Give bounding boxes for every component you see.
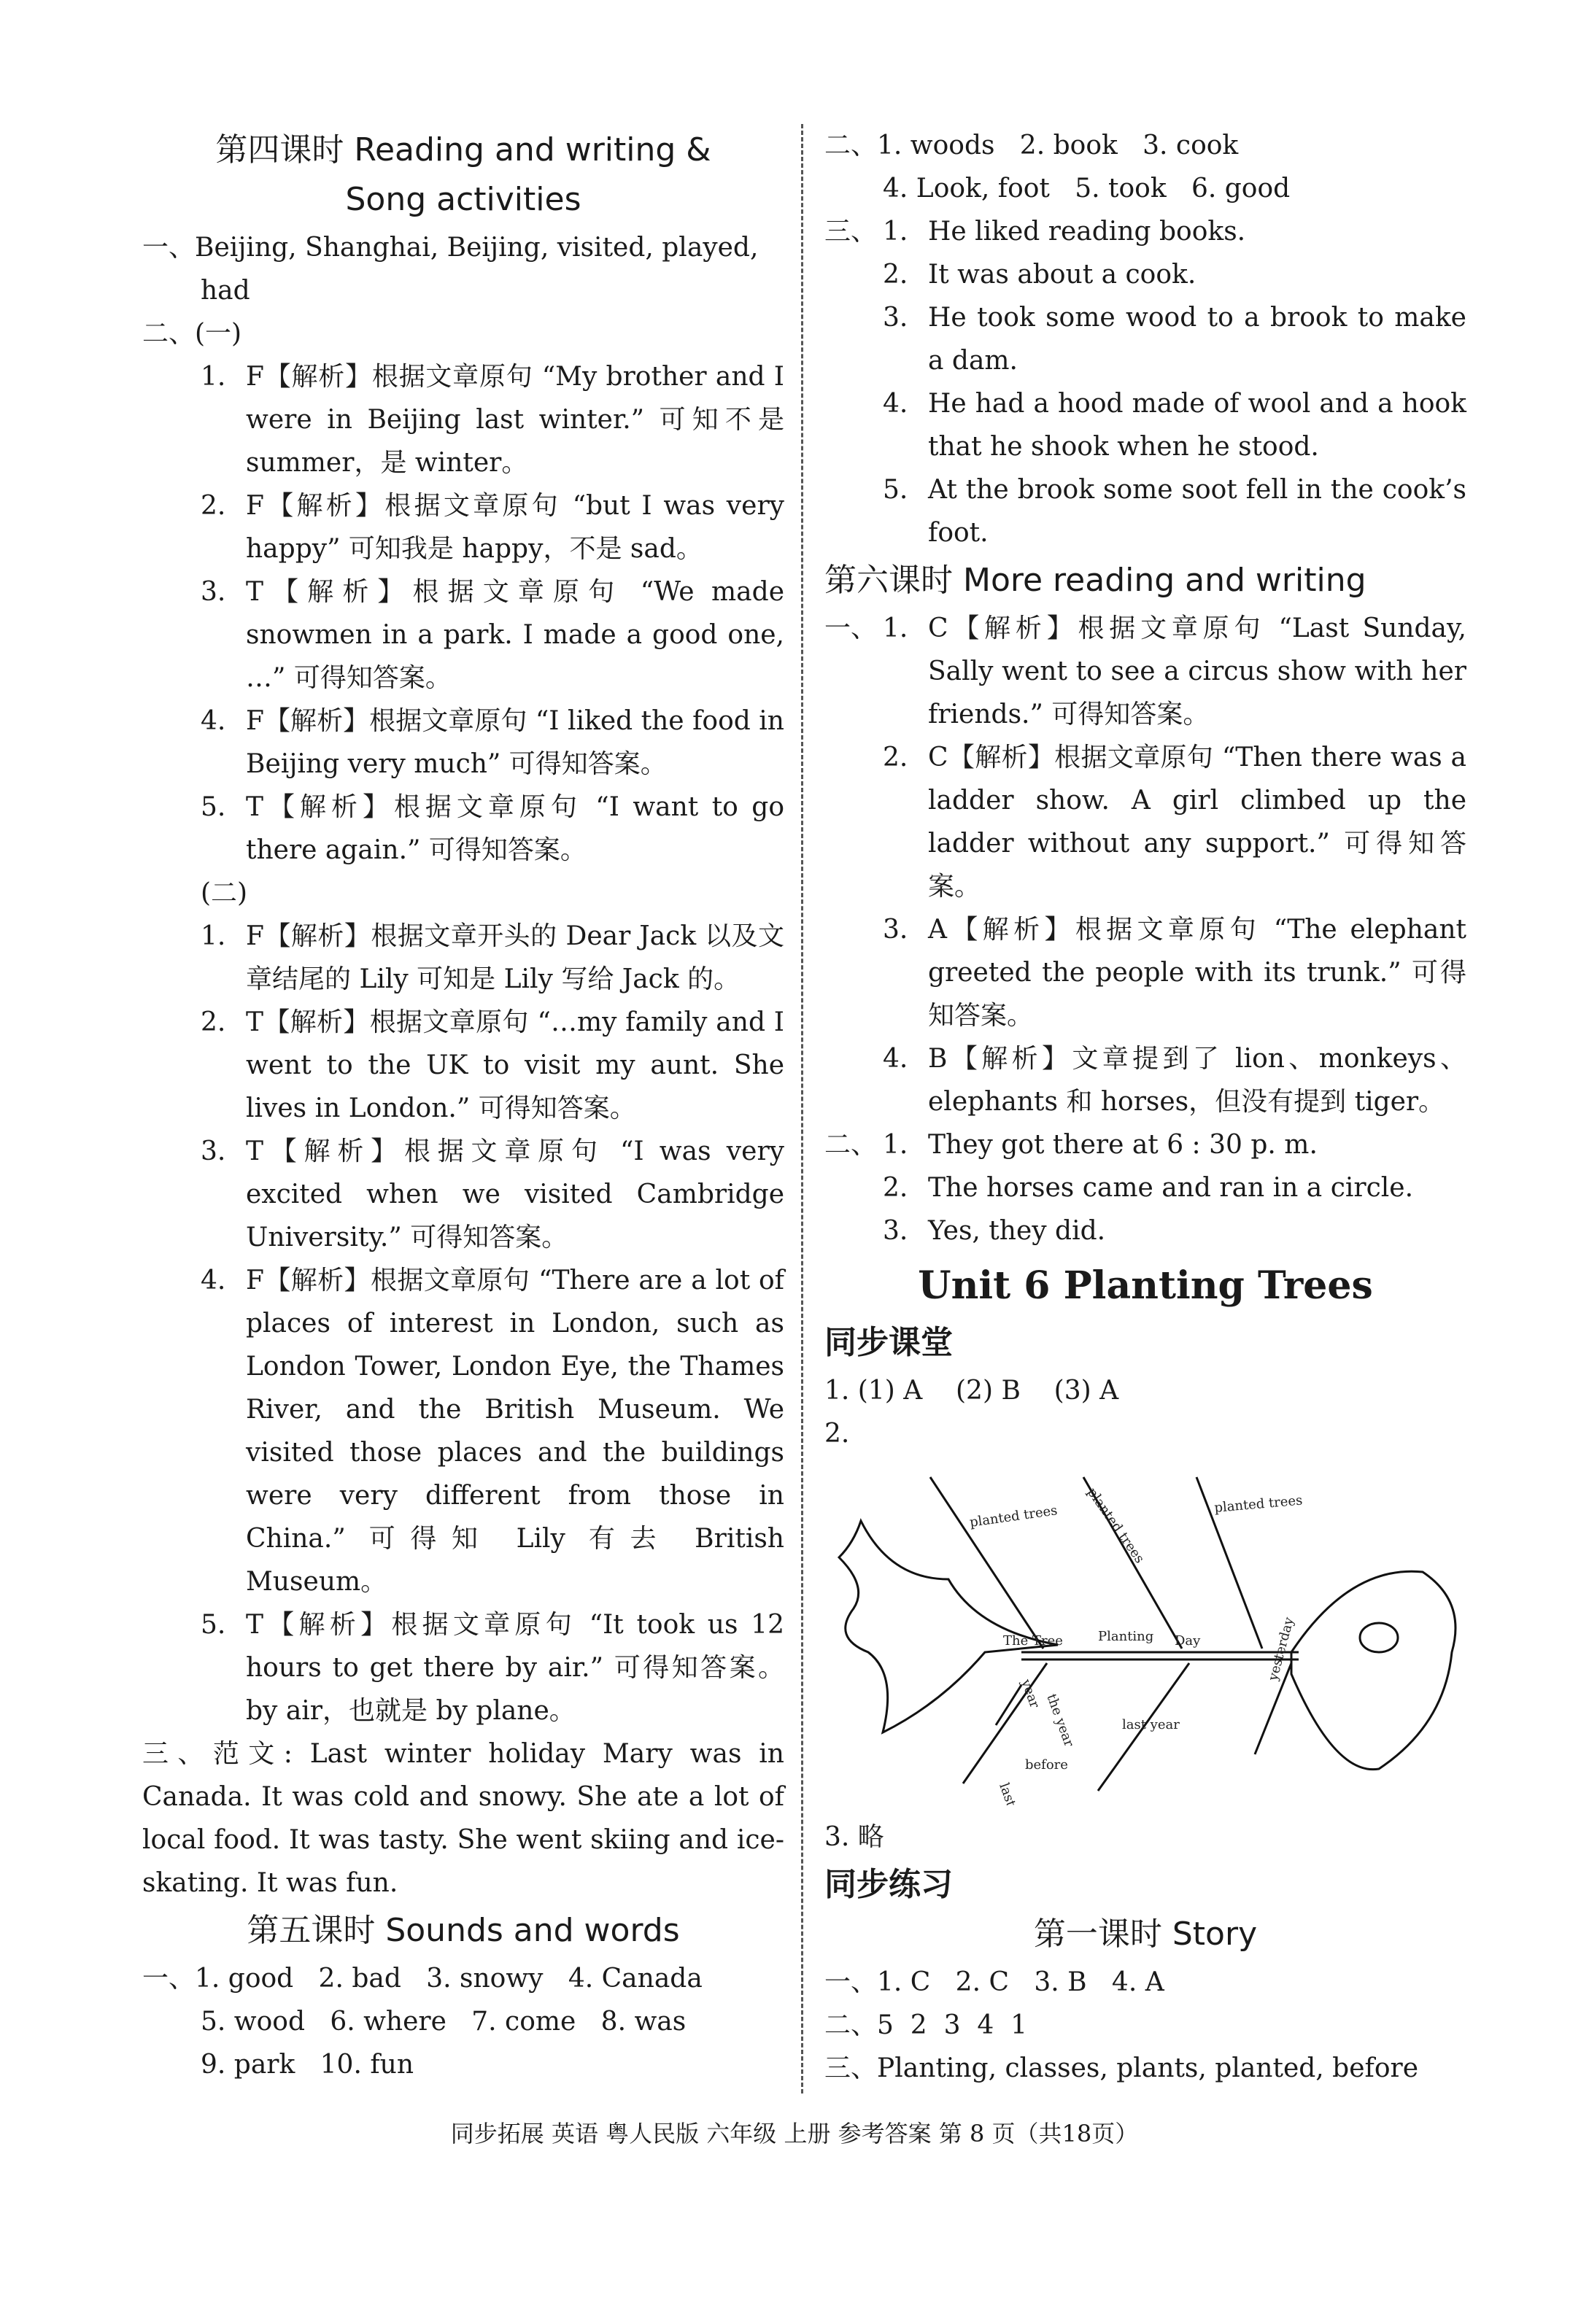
r-section3-head: 三、 — [824, 217, 878, 247]
sync-practice-heading: 同步练习 — [824, 1866, 953, 1903]
fish-label: planted trees — [1213, 1492, 1304, 1516]
column-divider — [801, 124, 803, 2093]
story-line2: 二、5 2 3 4 1 — [824, 2010, 1028, 2040]
part1-list — [142, 355, 784, 872]
fish-label: Planting — [1098, 1629, 1154, 1644]
fish-label: yesterday — [1265, 1615, 1297, 1683]
r-section3-list — [883, 210, 1466, 554]
list-item: 3. A【解析】根据文章原句 “The elephant greeted the people with its trunk.” 可得知答案。 — [883, 915, 1466, 1031]
lesson5-line2: 5. wood 6. where 7. come 8. was — [201, 2007, 687, 2037]
r-section3 — [824, 210, 1466, 554]
list-item: 3. He took some wood to a brook to make a dam. — [883, 303, 1466, 376]
list-item: 2. It was about a cook. — [883, 260, 1196, 290]
unit-title: Unit 6 Planting Trees — [918, 1263, 1373, 1308]
left-column — [142, 124, 793, 2086]
l6-section2: 二、 1. They got there at 6 : 30 p. m. 2. The horses came and ran in a circle. 3. Yes, they did. — [824, 1123, 1466, 1252]
list-item: 2. C【解析】根据文章原句 “Then there was a ladder show. A girl climbed up the ladder without any support.” 可得知答案。 — [883, 743, 1466, 902]
fish-label: last — [996, 1781, 1019, 1805]
fishbone-diagram — [824, 1463, 1466, 1805]
list-item: 2. The horses came and ran in a circle. — [883, 1173, 1414, 1203]
list-item: 4. F【解析】根据文章原句 “There are a lot of places of interest in London, such as London Tower, London Eye, the Thames River, and the British Museum. We visited those places and the buildings were very different from those in China.” 可得知 Lily 有去 British Museum。 — [201, 1266, 784, 1597]
list-item: 3. T【解析】根据文章原句 “I was very excited when we visited Cambridge University.” 可得知答案。 — [201, 1136, 784, 1252]
page-footer: 同步拓展 英语 粤人民版 六年级 上册 参考答案 第 8 页（共18页） — [450, 2120, 1139, 2147]
l6-section1: 一、 1. C【解析】根据文章原句 “Last Sunday, Sally went to see a circus show with her friends.” 可得知答案。 2. C【解析】根据文章原句 “Then there was a ladder show. A girl climbed up the ladder without any support.” 可得知答案。 3. A【解析】根据文章原句 “The elephant greeted the people with its trunk.” 可得知答案。 4. B【解析】文章提到了 lion、monkeys、elephants 和 horses，但没有提到 tiger。 — [824, 607, 1466, 1123]
list-item: 2. T【解析】根据文章原句 “…my family and I went to the UK to visit my aunt. She lives in London.” 可得知答案。 — [201, 1007, 784, 1123]
fish-label: year — [1018, 1677, 1043, 1711]
list-item: 4. B【解析】文章提到了 lion、monkeys、elephants 和 horses，但没有提到 tiger。 — [883, 1044, 1466, 1117]
lesson5-line1: 一、1. good 2. bad 3. snowy 4. Canada — [142, 1964, 703, 1994]
list-item: 5. T【解析】根据文章原句 “I want to go there again.” 可得知答案。 — [201, 792, 784, 865]
list-item: 3. Yes, they did. — [883, 1216, 1106, 1246]
fish-label: planted trees — [968, 1503, 1059, 1530]
r-section2-line2: 4. Look, foot 5. took 6. good — [883, 174, 1291, 204]
sync-class-q1: 1. (1) A (2) B (3) A — [824, 1376, 1119, 1406]
list-item: 1. He liked reading books. — [883, 217, 1246, 247]
fish-label: Day — [1175, 1633, 1201, 1649]
sync-class-q2: 2. — [824, 1419, 850, 1449]
lesson4-title-line2: Song activities — [345, 181, 581, 218]
lesson5-title: 第五课时 Sounds and words — [247, 1912, 680, 1949]
list-item: 1. They got there at 6 : 30 p. m. — [883, 1130, 1318, 1160]
right-column — [824, 124, 1466, 2090]
list-item: 1. C【解析】根据文章原句 “Last Sunday, Sally went to see a circus show with her friends.” 可得知答案。 — [883, 613, 1466, 729]
story-line3: 三、Planting, classes, plants, planted, before — [824, 2053, 1419, 2083]
fish-label: last year — [1122, 1717, 1180, 1732]
lesson6-title: 第六课时 More reading and writing — [824, 562, 1366, 599]
section3-sample-essay: 三、范文: Last winter holiday Mary was in Canada. It was cold and snowy. She ate a lot of local food. It was tasty. She went skiing and ice-skating. It was fun. — [142, 1739, 793, 1898]
lesson4-title-line1: 第四课时 Reading and writing & — [215, 131, 711, 169]
list-item: 2. F【解析】根据文章原句 “but I was very happy” 可知我是 happy，不是 sad。 — [201, 491, 784, 564]
section2-head: 二、(一) — [142, 319, 242, 349]
list-item: 4. F【解析】根据文章原句 “I liked the food in Beijing very much” 可得知答案。 — [201, 706, 784, 779]
sync-class-q3: 3. 略 — [824, 1822, 884, 1852]
r-section2-line1: 二、1. woods 2. book 3. cook — [824, 131, 1239, 160]
fish-label: before — [1025, 1757, 1068, 1773]
fish-label: planted trees — [1083, 1484, 1148, 1567]
story-line1: 一、1. C 2. C 3. B 4. A — [824, 1967, 1164, 1997]
fish-label: the year — [1043, 1692, 1077, 1749]
list-item: 5. At the brook some soot fell in the cook’s foot. — [883, 475, 1466, 548]
lesson1-title: 第一课时 Story — [1033, 1916, 1258, 1953]
lesson5-line3: 9. park 10. fun — [201, 2050, 414, 2080]
section1-line1: 一、Beijing, Shanghai, Beijing, visited, played, — [142, 233, 759, 263]
section1-line2: had — [201, 276, 250, 306]
list-item: 3. T【解析】根据文章原句 “We made snowmen in a park. I made a good one, …” 可得知答案。 — [201, 577, 784, 693]
list-item: 4. He had a hood made of wool and a hook that he shook when he stood. — [883, 389, 1466, 462]
list-item: 5. T【解析】根据文章原句 “It took us 12 hours to get there by air.” 可得知答案。by air，也就是 by plane。 — [201, 1610, 784, 1726]
fish-label: The Tree — [1003, 1633, 1063, 1649]
part2-head: (二) — [201, 878, 248, 908]
part2-list — [142, 915, 784, 1732]
sync-class-heading: 同步课堂 — [824, 1324, 953, 1361]
list-item: 1. F【解析】根据文章原句 “My brother and I were in Beijing last winter.” 可知不是 summer，是 winter。 — [201, 362, 784, 478]
list-item: 1. F【解析】根据文章开头的 Dear Jack 以及文章结尾的 Lily 可知是 Lily 写给 Jack 的。 — [201, 921, 784, 994]
